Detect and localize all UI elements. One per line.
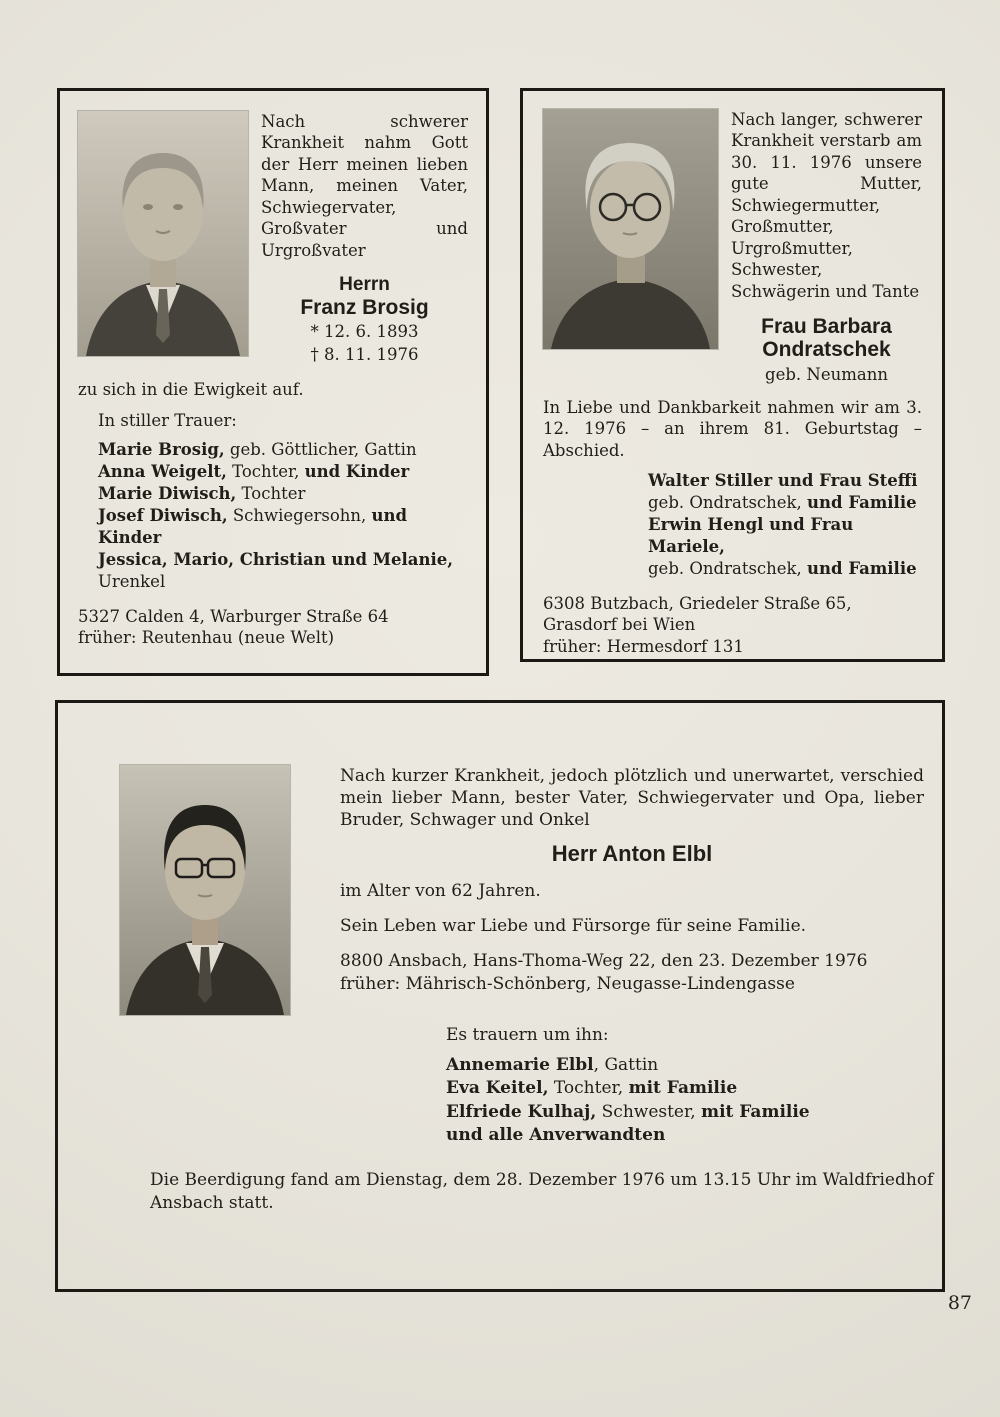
maiden-name: geb. Neumann [765,364,888,384]
mourner-line: Jessica, Mario, Christian und Melanie, [98,549,453,569]
birth-date: * 12. 6. 1893 [310,322,419,342]
mourner-line: und alle Anverwandten [446,1125,666,1146]
address-line-1: 6308 Butzbach, Griedeler Straße 65, [543,593,852,613]
intro-text: Nach kurzer Krankheit, jedoch plötzlich und unerwartet, verschied mein lieber Mann, bester Vater, Schwiegervater und Opa, lieber Bruder, Schwager und Onkel [340,766,924,831]
address-line: 5327 Calden 4, Warburger Straße 64 [78,606,389,626]
mourners-list [446,1054,922,1148]
life-line: Sein Leben war Liebe und Fürsorge für seine Familie. [340,916,807,937]
intro-text: Nach langer, schwerer Krankheit verstarb am 30. 11. 1976 unsere gute Mutter, Schwiegermutter, Großmutter, Urgroßmutter, Schwester, Schwägerin und Tante [731,110,922,301]
page-number: 87 [947,1292,972,1314]
mourner-line: Urenkel [98,571,166,591]
obituary-anton-elbl [55,700,945,1292]
address-line-2: Grasdorf bei Wien [543,615,696,635]
portrait-photo-barbara-ondratschek [543,109,718,349]
mourner-line: Anna Weigelt, Tochter, und Kinder [98,461,410,481]
mourner-line: Erwin Hengl und Frau Mariele, [648,515,854,557]
mourner-line: Marie Brosig, geb. Göttlicher, Gattin [98,440,417,460]
intro-text: Nach schwerer Krankheit nahm Gott der Herr meinen lieben Mann, meinen Vater, Schwiegervater, Großvater und Urgroßvater [261,112,468,260]
obituary-franz-brosig [57,88,489,676]
mourner-line: Elfriede Kulhaj, Schwester, mit Familie [446,1101,810,1122]
address-line: 8800 Ansbach, Hans-Thoma-Weg 22, den 23. Dezember 1976 [340,951,868,972]
mourner-line: Annemarie Elbl, Gattin [446,1054,659,1075]
header-text-column [731,109,922,384]
mourner-line: Walter Stiller und Frau Steffi [648,471,918,491]
obituary-text-column [340,765,924,995]
mourner-line: geb. Ondratschek, und Familie [648,559,917,579]
deceased-name-block [261,274,468,365]
deceased-name-line1: Frau Barbara [761,314,892,338]
mourning-label: Es trauern um ihn: [446,1024,609,1045]
mourners-list [98,439,468,593]
deceased-name-line2: Ondratschek [762,338,891,362]
mourner-line: Josef Diwisch, Schwiegersohn, und Kinder [98,505,408,547]
mourner-line: Marie Diwisch, Tochter [98,483,306,503]
obituary-header [78,111,468,365]
former-residence-line: früher: Reutenhau (neue Welt) [78,628,335,648]
death-date: † 8. 11. 1976 [310,345,419,365]
obituary-header [543,109,922,384]
header-text-column [261,111,468,365]
portrait-photo-anton-elbl [120,765,290,1015]
deceased-name: Herr Anton Elbl [551,841,713,867]
former-residence-line: früher: Hermesdorf 131 [543,636,744,656]
mourning-label: In stiller Trauer: [98,411,237,431]
farewell-text: In Liebe und Dankbarkeit nahmen wir am 3. 12. 1976 – an ihrem 81. Geburtstag – Abschied. [543,397,922,460]
deceased-name: Franz Brosig [300,295,429,319]
closing-line: zu sich in die Ewigkeit auf. [78,380,304,400]
age-line: im Alter von 62 Jahren. [340,881,541,902]
portrait-photo-franz-brosig [78,111,248,356]
salutation: Herrn [339,274,390,296]
mourner-line: geb. Ondratschek, und Familie [648,493,917,513]
obituary-barbara-ondratschek [520,88,945,662]
burial-text: Die Beerdigung fand am Dienstag, dem 28. Dezember 1976 um 13.15 Uhr im Waldfriedhof Ansbach statt. [150,1170,934,1214]
deceased-name-block [731,315,922,384]
mourning-block [446,1025,922,1148]
former-residence-line: früher: Mährisch-Schönberg, Neugasse-Lindengasse [340,973,795,994]
mourners-list [648,470,922,580]
mourner-line: Eva Keitel, Tochter, mit Familie [446,1078,738,1099]
